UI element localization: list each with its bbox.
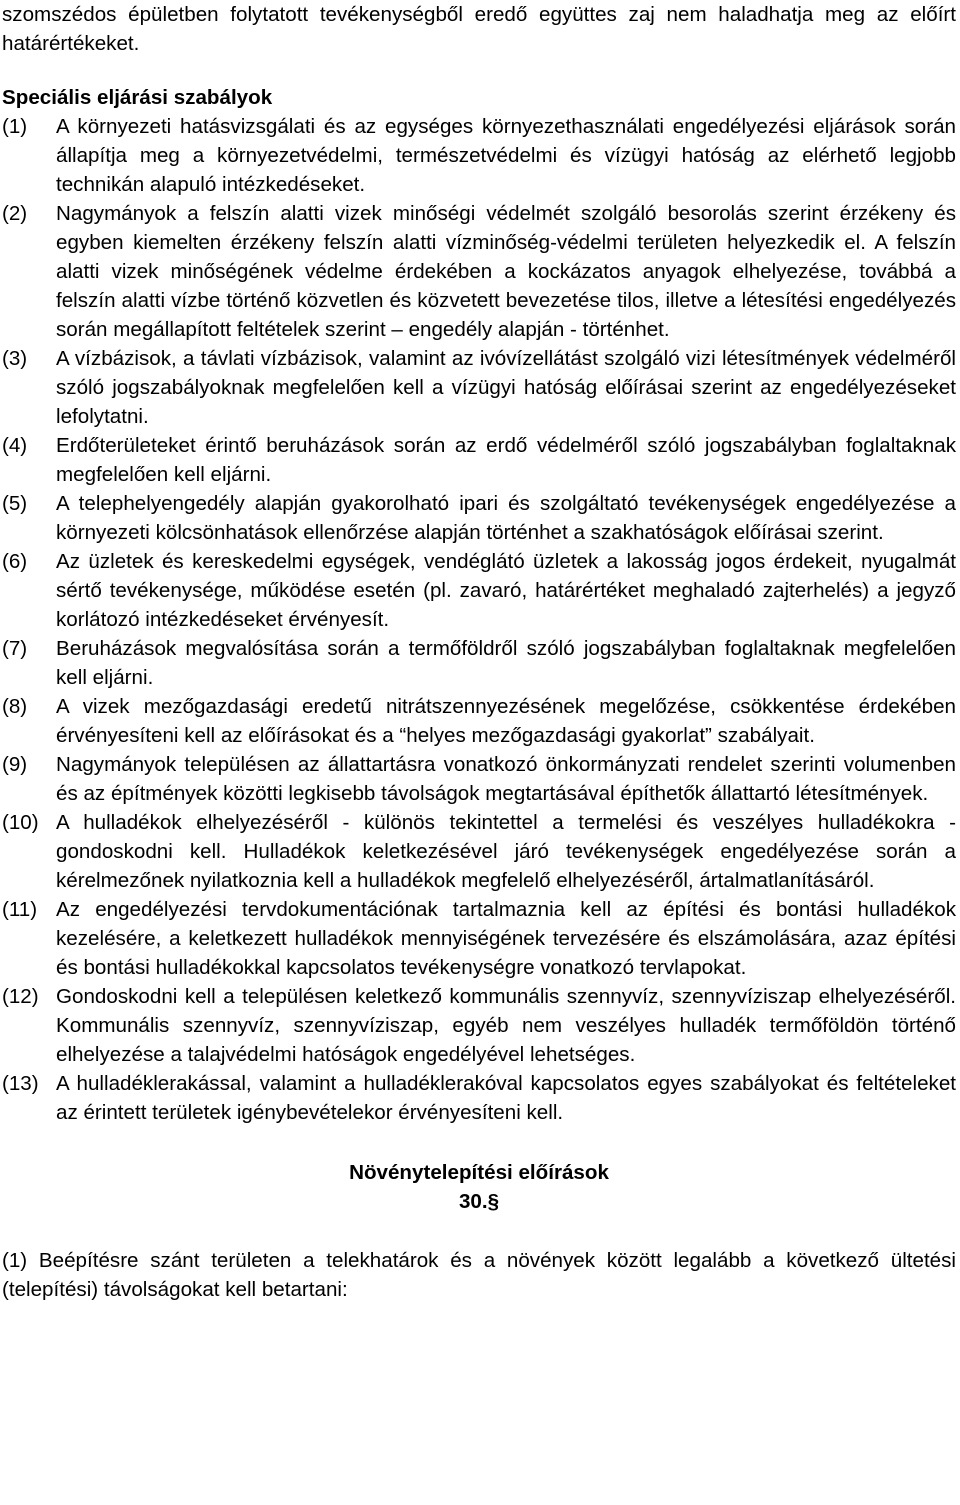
paragraph-number: (2) [2, 202, 28, 225]
paragraph-number: (11) [2, 898, 38, 921]
numbered-paragraph [2, 547, 956, 634]
numbered-paragraph [2, 112, 956, 199]
paragraph-number: (1) [2, 115, 28, 138]
numbered-paragraph [2, 634, 956, 692]
paragraph-text: A vízbázisok, a távlati vízbázisok, valamint az ivóvízellátást szolgáló vizi létesítmények védelméről szóló jogszabályoknak megfelelően kell a vízügyi hatóság előírásai szerint az engedélyezéseket lefolytatni. [56, 347, 956, 428]
paragraph-text: Az üzletek és kereskedelmi egységek, vendéglátó üzletek a lakosság jogos érdekeit, nyugalmát sértő tevékenysége, működése esetén (pl. zavaró, határértéket meghaladó zajterhelés) a jegyző korlátozó intézkedéseket érvényesít. [56, 550, 956, 631]
paragraph-number: (6) [2, 550, 28, 573]
section-number: 30.§ [458, 1190, 500, 1213]
paragraph-number: (8) [2, 695, 28, 718]
paragraph-text: Erdőterületeket érintő beruházások során az erdő védelméről szóló jogszabályban foglaltaknak megfelelően kell eljárni. [56, 434, 956, 486]
numbered-paragraph [2, 895, 956, 982]
paragraph-text: Beruházások megvalósítása során a termőföldről szóló jogszabályban foglaltaknak megfelelően kell eljárni. [56, 637, 956, 689]
paragraph-text: Nagymányok a felszín alatti vizek minőségi védelmét szolgáló besorolás szerint érzékeny és egyben kiemelten érzékeny felszín alatti vízminőség-védelmi területen helyezkedik el. A felszín alatti vizek minőségének védelme érdekében a kockázatos anyagok elhelyezése, továbbá a felszín alatti vízbe történő közvetlen és közvetett bevezetése tilos, illetve a létesítési engedélyezés során megállapított feltételek szerint – engedély alapján - történhet. [56, 202, 956, 341]
section-title: Speciális eljárási szabályok [2, 86, 273, 109]
chapter-title: Növénytelepítési előírások [349, 1161, 609, 1184]
paragraph-number: (4) [2, 434, 28, 457]
numbered-paragraph [2, 489, 956, 547]
paragraph-number: (10) [2, 811, 39, 834]
paragraph-number: (13) [2, 1072, 39, 1095]
paragraph-number: (9) [2, 753, 28, 776]
paragraph-number: (3) [2, 347, 28, 370]
paragraph-number: (5) [2, 492, 28, 515]
paragraph-text: A hulladékok elhelyezéséről - különös tekintettel a termelési és veszélyes hulladékokra - gondoskodni kell. Hulladékok keletkezésével járó tevékenységek engedélyezése során a kérelmezőnek nyilatkoznia kell a hulladékok megfelelő elhelyezéséről, ártalmatlanításáról. [56, 811, 956, 892]
numbered-paragraph [2, 692, 956, 750]
numbered-paragraph [2, 750, 956, 808]
numbered-paragraph [2, 982, 956, 1069]
paragraph-number: (12) [2, 985, 39, 1008]
paragraph-text: Nagymányok településen az állattartásra vonatkozó önkormányzati rendelet szerinti volumenben és az építmények közötti legkisebb távolságok megtartásával építhetők állattartó létesítmények. [56, 753, 956, 805]
paragraph-text: A hulladéklerakással, valamint a hulladéklerakóval kapcsolatos egyes szabályokat és feltételeket az érintett területek igénybevételekor érvényesíteni kell. [56, 1072, 956, 1124]
paragraph-text: A vizek mezőgazdasági eredetű nitrátszennyezésének megelőzése, csökkentése érdekében érvényesíteni kell az előírásokat és a “helyes mezőgazdasági gyakorlat” szabályait. [56, 695, 956, 747]
lead-paragraph: szomszédos épületben folytatott tevékenységből eredő együttes zaj nem haladhatja meg az előírt határértékeket. [2, 3, 956, 55]
paragraph-text: Az engedélyezési tervdokumentációnak tartalmaznia kell az építési és bontási hulladékok kezelésére, a keletkezett hulladékok mennyiségének tervezésére és elszámolására, azaz építési és bontási hulladékokkal kapcsolatos tevékenységre vonatkozó tervlapokat. [56, 898, 956, 979]
numbered-paragraph [2, 431, 956, 489]
numbered-paragraph [2, 808, 956, 895]
paragraph-list [2, 112, 956, 1127]
final-paragraph: (1) Beépítésre szánt területen a telekhatárok és a növények között legalább a következő ültetési (telepítési) távolságokat kell betartani: [2, 1249, 956, 1301]
numbered-paragraph [2, 199, 956, 344]
paragraph-text: A telephelyengedély alapján gyakorolható ipari és szolgáltató tevékenységek engedélyezése a környezeti kölcsönhatások ellenőrzése alapján történhet a szakhatóságok előírásai szerint. [56, 492, 956, 544]
paragraph-number: (7) [2, 637, 28, 660]
paragraph-text: A környezeti hatásvizsgálati és az egységes környezethasználati engedélyezési eljárások során állapítja meg a környezetvédelmi, természetvédelmi és vízügyi hatóság az elérhető legjobb technikán alapuló intézkedéseket. [56, 115, 956, 196]
paragraph-text: Gondoskodni kell a településen keletkező kommunális szennyvíz, szennyvíziszap elhelyezéséről. Kommunális szennyvíz, szennyvíziszap, egyéb nem veszélyes hulladék termőföldön történő elhelyezése a talajvédelmi hatóságok engedélyével lehetséges. [56, 985, 956, 1066]
numbered-paragraph [2, 344, 956, 431]
numbered-paragraph [2, 1069, 956, 1127]
